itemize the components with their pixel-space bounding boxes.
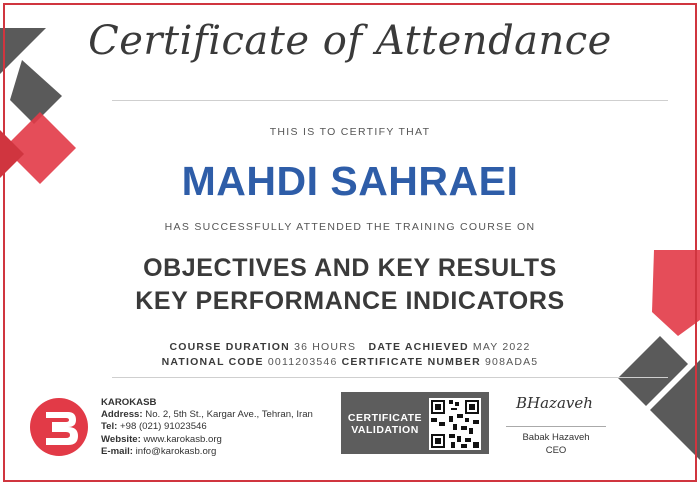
qr-code-icon[interactable] (429, 398, 481, 450)
title-divider (112, 100, 668, 101)
certificate-number-label: CERTIFICATE NUMBER (341, 356, 481, 368)
validation-label-line-2: VALIDATION (351, 424, 419, 436)
date-label: DATE ACHIEVED (368, 341, 469, 353)
signature-line (506, 426, 606, 427)
date-value: MAY 2022 (472, 341, 531, 353)
signatory-name: Babak Hazaveh (522, 432, 590, 443)
certify-intro: THIS IS TO CERTIFY THAT (269, 126, 431, 138)
validation-label-line-1: CERTIFICATE (347, 412, 423, 424)
validation-label (341, 412, 429, 436)
tel-label: Tel: (101, 421, 118, 433)
karokasb-logo (28, 396, 90, 458)
attendance-statement: HAS SUCCESSFULLY ATTENDED THE TRAINING COURSE ON (164, 221, 536, 233)
address-value: No. 2, 5th St., Kargar Ave., Tehran, Iran (145, 409, 313, 421)
duration-value: 36 HOURS (294, 341, 357, 353)
identity-line (0, 356, 700, 368)
ceo-signature: BHazaveh (516, 394, 593, 412)
national-code-label: NATIONAL CODE (161, 356, 264, 368)
issuer-contact (101, 397, 313, 458)
recipient-name: MAHDI SAHRAEI (181, 158, 519, 204)
course-title-line-2: KEY PERFORMANCE INDICATORS (135, 287, 565, 315)
issuer-name: KAROKASB (101, 397, 157, 408)
tel-value: +98 (021) 91023546 (120, 421, 207, 433)
certificate-validation-panel[interactable] (341, 392, 489, 454)
course-title-line-1: OBJECTIVES AND KEY RESULTS (143, 254, 557, 282)
certificate-number-value: 908ADA5 (485, 356, 539, 368)
address-label: Address: (101, 409, 143, 421)
national-code-value: 0011203546 (267, 356, 338, 368)
email-label: E-mail: (101, 445, 133, 457)
website-link[interactable]: www.karokasb.org (143, 433, 222, 445)
website-label: Website: (101, 433, 141, 445)
email-link[interactable]: info@karokasb.org (135, 445, 217, 457)
footer-divider (112, 377, 668, 378)
signatory-role: CEO (545, 445, 567, 456)
duration-label: COURSE DURATION (169, 341, 290, 353)
course-duration-line (0, 341, 700, 353)
certificate-title: Certificate of Attendance (88, 18, 612, 64)
